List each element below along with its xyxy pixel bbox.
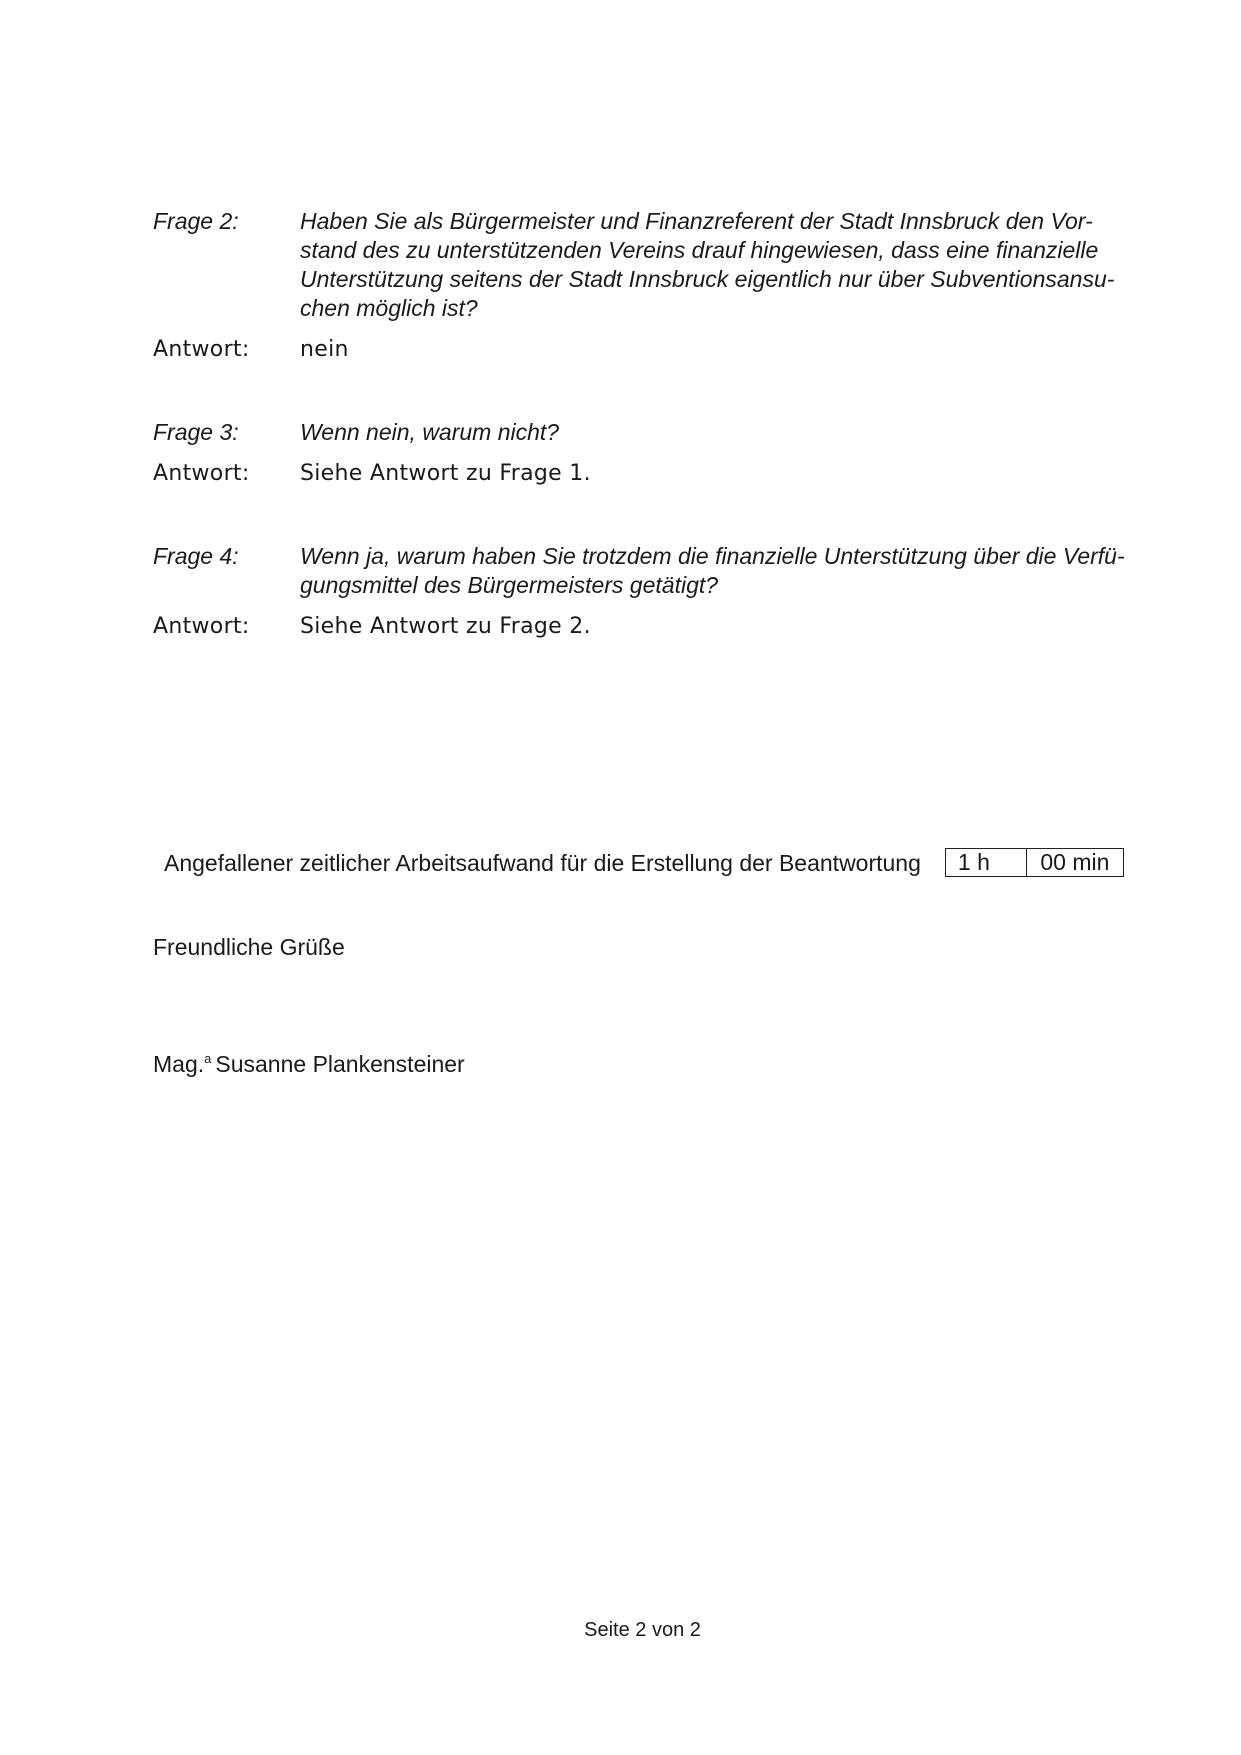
question-text xyxy=(300,207,1133,323)
answer-row xyxy=(153,335,1133,364)
question-line: Wenn ja, warum haben Sie trotzdem die finanzielle Unterstützung über die Verfü- xyxy=(300,543,1125,569)
question-line: gungsmittel des Bürgermeisters getätigt? xyxy=(300,572,719,598)
question-line: Haben Sie als Bürgermeister und Finanzreferent der Stadt Innsbruck den Vor- xyxy=(300,208,1093,234)
question-text xyxy=(300,542,1133,600)
question-label: Frage 4: xyxy=(153,543,239,569)
answer-text: Siehe Antwort zu Frage 2. xyxy=(300,614,591,639)
question-row xyxy=(153,542,1133,600)
effort-summary xyxy=(164,848,1124,877)
question-label: Frage 2: xyxy=(153,208,239,234)
answer-label: Antwort: xyxy=(153,614,250,639)
effort-hours: 1 h xyxy=(946,849,1027,876)
question-line: Unterstützung seitens der Stadt Innsbruck eigentlich nur über Subventionsansu- xyxy=(300,266,1115,292)
question-text xyxy=(300,418,1133,447)
effort-label: Angefallener zeitlicher Arbeitsaufwand für die Erstellung der Beantwortung xyxy=(164,849,921,876)
answer-row xyxy=(153,612,1133,641)
question-line: stand des zu unterstützenden Vereins drauf hingewiesen, dass eine finanzielle xyxy=(300,237,1099,263)
qa-block-frage-3 xyxy=(153,418,1133,488)
question-line: chen möglich ist? xyxy=(300,295,478,321)
answer-text: nein xyxy=(300,337,349,362)
signature-title: Mag. xyxy=(153,1051,205,1077)
question-label: Frage 3: xyxy=(153,419,239,445)
answer-label: Antwort: xyxy=(153,461,250,486)
answer-label: Antwort: xyxy=(153,337,250,362)
signature-title-superscript: a xyxy=(204,1051,212,1066)
closing-greeting: Freundliche Grüße xyxy=(153,934,345,960)
page-number: Seite 2 von 2 xyxy=(584,1619,701,1641)
effort-time-box xyxy=(945,848,1124,877)
signature-name: Susanne Plankensteiner xyxy=(215,1051,465,1077)
qa-block-frage-2 xyxy=(153,207,1133,364)
question-line: Wenn nein, warum nicht? xyxy=(300,419,560,445)
answer-row xyxy=(153,459,1133,488)
signature xyxy=(153,1044,465,1079)
effort-minutes: 00 min xyxy=(1040,849,1110,875)
qa-block-frage-4 xyxy=(153,542,1133,641)
answer-text: Siehe Antwort zu Frage 1. xyxy=(300,461,591,486)
page-footer xyxy=(0,1617,1241,1643)
question-row xyxy=(153,418,1133,447)
question-row xyxy=(153,207,1133,323)
